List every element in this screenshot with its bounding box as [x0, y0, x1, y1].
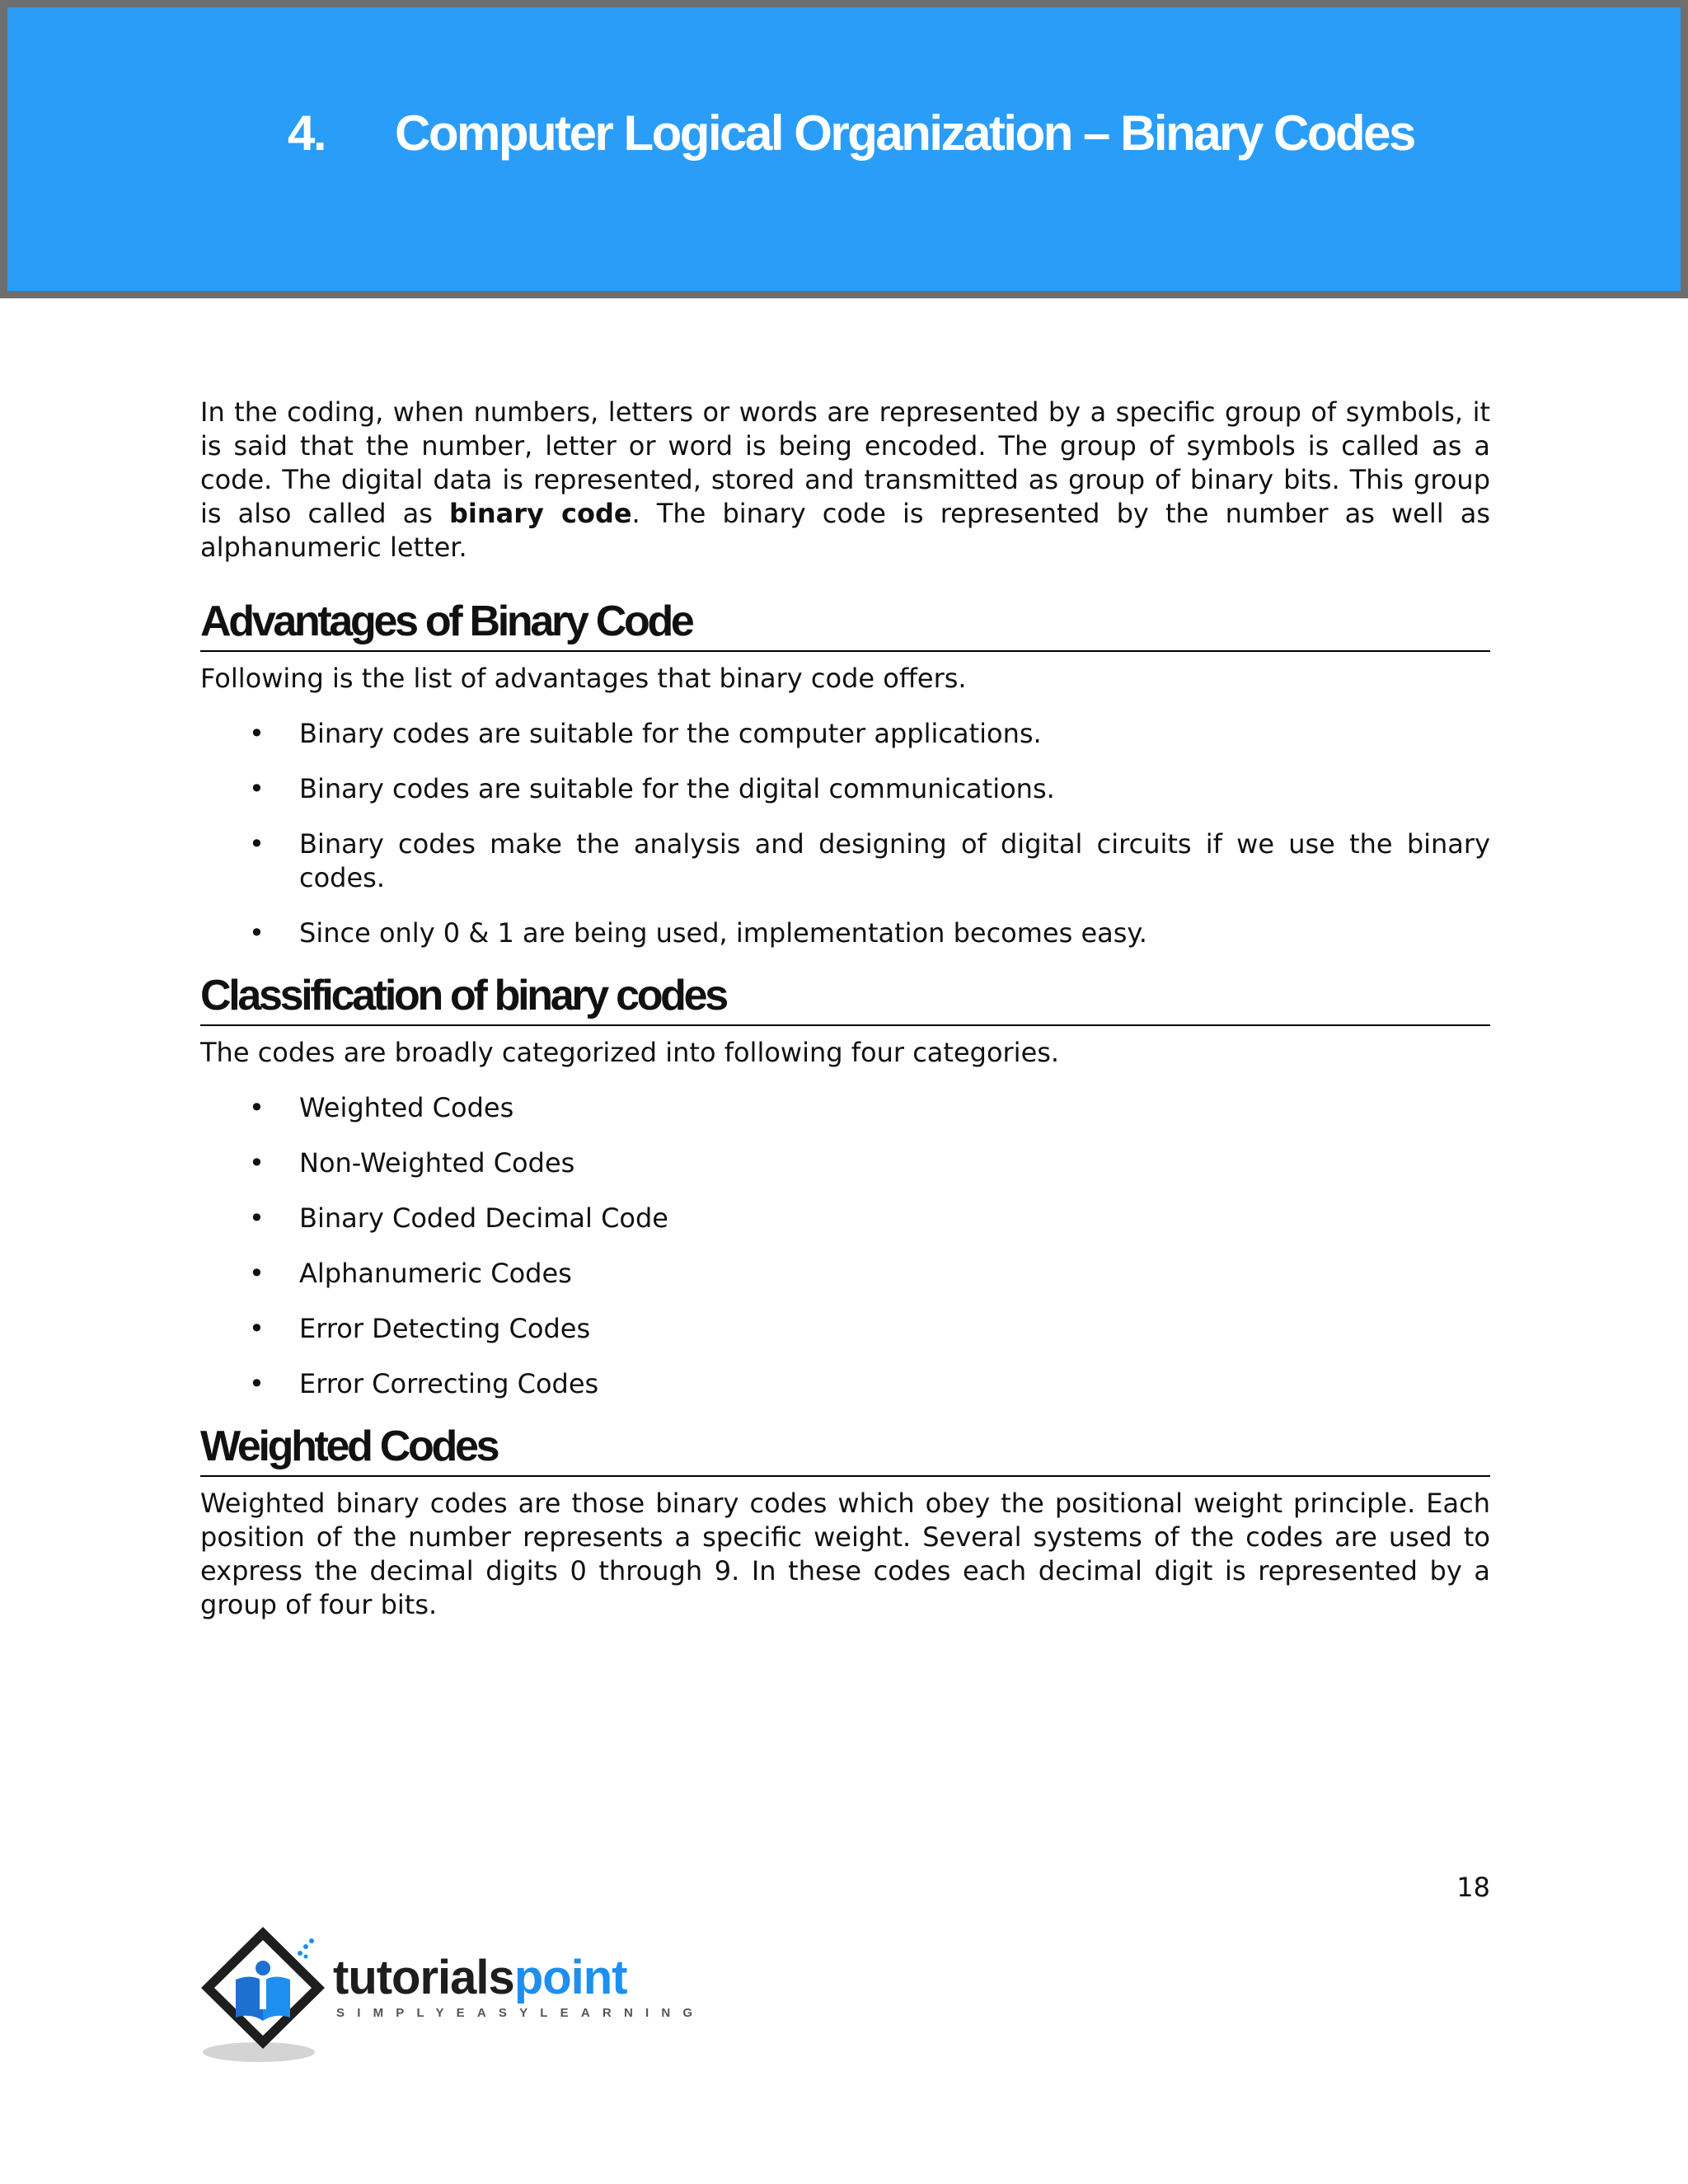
chapter-title-text: Computer Logical Organization – Binary Codes	[395, 105, 1414, 161]
page-number: 18	[1456, 1872, 1490, 1903]
list-item	[200, 717, 1490, 751]
bullet-icon: •	[249, 917, 265, 949]
list-item-text: Error Correcting Codes	[299, 1368, 599, 1399]
list-item	[200, 827, 1490, 895]
list-item	[200, 1091, 1490, 1125]
list-item	[200, 1146, 1490, 1180]
classification-list	[200, 1091, 1490, 1401]
bullet-icon: •	[249, 828, 265, 860]
intro-paragraph	[200, 396, 1490, 565]
bullet-icon: •	[249, 718, 265, 749]
list-item	[200, 1202, 1490, 1235]
logo-word-point: point	[513, 1951, 627, 2004]
bullet-icon: •	[249, 1313, 265, 1344]
bullet-icon: •	[249, 1092, 265, 1123]
list-item	[200, 916, 1490, 950]
list-item-text: Alphanumeric Codes	[299, 1258, 572, 1289]
advantages-lead: Following is the list of advantages that binary code offers.	[200, 663, 967, 694]
chapter-banner	[0, 0, 1688, 298]
classification-lead: The codes are broadly categorized into following four categories.	[200, 1037, 1060, 1068]
list-item-text: Non-Weighted Codes	[299, 1147, 575, 1179]
tutorialspoint-logo	[195, 1920, 706, 2069]
weighted-codes-heading: Weighted Codes	[200, 1421, 1490, 1477]
list-item-text: Since only 0 & 1 are being used, implementation becomes easy.	[299, 917, 1147, 949]
list-item-text: Binary codes make the analysis and designing of digital circuits if we use the binary codes.	[299, 828, 1490, 893]
intro-bold-term: binary code	[449, 498, 632, 529]
intro-text-1: In the coding, when numbers, letters or words are represented by a specific group of symbols, it is said that the number, letter or word is being encoded. The group of symbols is called as a code. The digital data is represented, stored and transmitted as group of binary bits. This group is also called as	[200, 396, 1490, 529]
bullet-icon: •	[249, 773, 265, 804]
advantages-list	[200, 717, 1490, 950]
bullet-icon: •	[249, 1202, 265, 1234]
logo-word-tutorials: tutorials	[333, 1951, 514, 2004]
list-item	[200, 1312, 1490, 1346]
chapter-title	[288, 105, 1414, 162]
weighted-codes-paragraph: Weighted binary codes are those binary codes which obey the positional weight principle. Each position of the number represents a specific weight. Several systems of the codes are used to express the decimal digits 0 through 9. In these codes each decimal digit is represented by a group of four bits.	[200, 1488, 1490, 1620]
list-item-text: Binary codes are suitable for the digital communications.	[299, 773, 1055, 804]
advantages-heading: Advantages of Binary Code	[200, 596, 1490, 652]
page-content	[200, 396, 1490, 1622]
tutorialspoint-diamond-logo-icon	[195, 1920, 335, 2069]
bullet-icon: •	[249, 1368, 265, 1399]
chapter-number: 4.	[288, 105, 326, 161]
list-item-text: Error Detecting Codes	[299, 1313, 591, 1344]
list-item	[200, 1257, 1490, 1291]
list-item	[200, 1367, 1490, 1401]
logo-wordmark	[333, 1953, 627, 2003]
logo-tagline: SIMPLYEASYLEARNING	[336, 2006, 706, 2020]
list-item-text: Binary Coded Decimal Code	[299, 1202, 668, 1234]
intro-text-2: . The binary code is represented by the number as well as alphanumeric letter.	[200, 498, 1490, 563]
bullet-icon: •	[249, 1147, 265, 1179]
classification-heading: Classification of binary codes	[200, 970, 1490, 1026]
list-item-text: Weighted Codes	[299, 1092, 514, 1123]
bullet-icon: •	[249, 1258, 265, 1289]
list-item-text: Binary codes are suitable for the computer applications.	[299, 718, 1042, 749]
list-item	[200, 772, 1490, 806]
